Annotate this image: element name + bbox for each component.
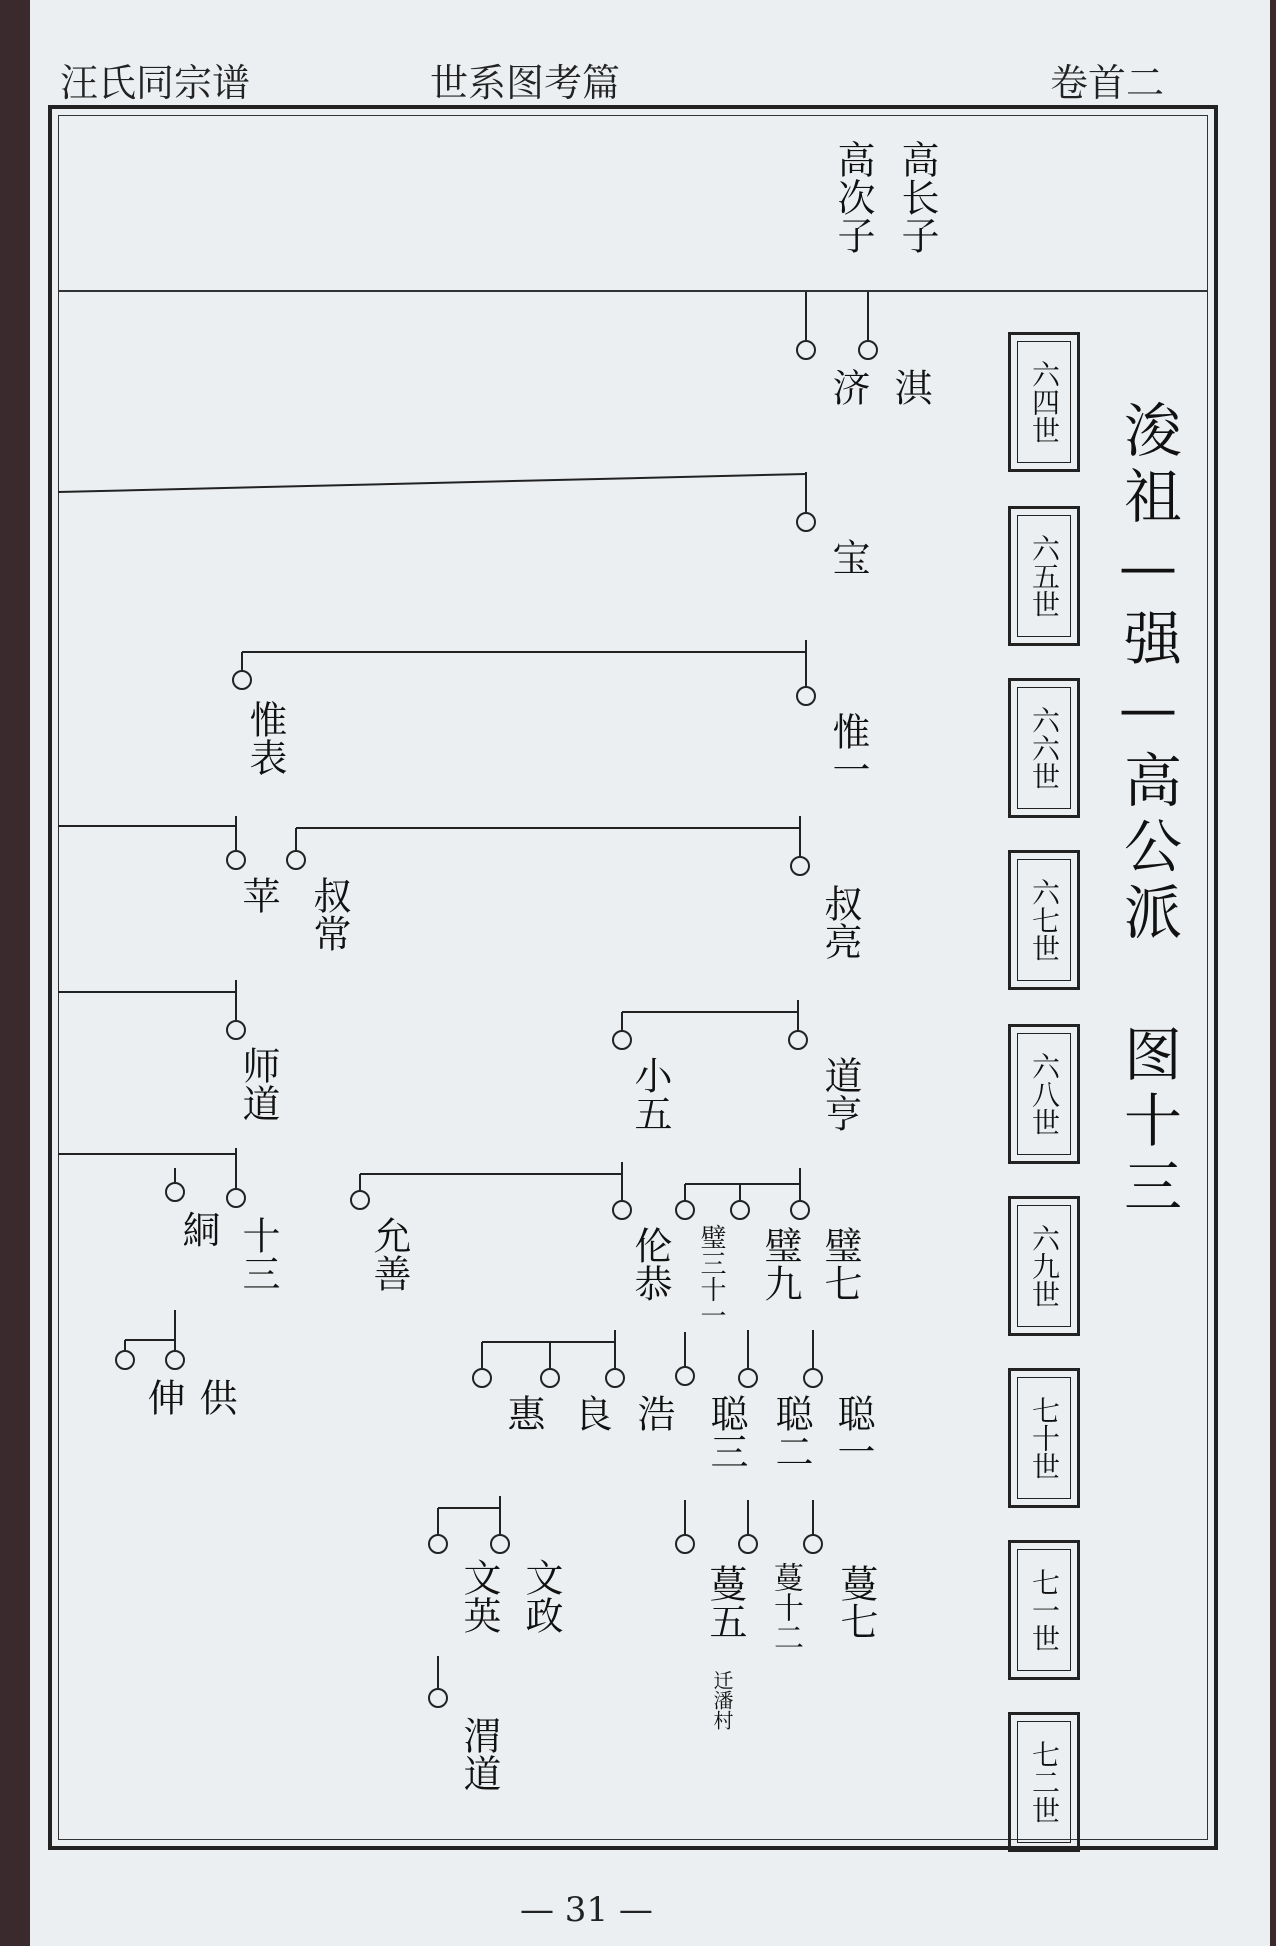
person-yunshan: 允善 (367, 1216, 411, 1292)
generation-67: 六七世 (1008, 850, 1080, 990)
note-qian-pancun: 迁潘村 (710, 1670, 734, 1730)
person-manshier: 蔓十二 (768, 1562, 803, 1652)
person-daoheng: 道亨 (818, 1056, 862, 1132)
generation-65: 六五世 (1008, 506, 1080, 646)
person-tong: 絧 (176, 1210, 220, 1248)
section-title: 世系图考篇 (430, 61, 621, 105)
generation-68: 六八世 (1008, 1024, 1080, 1164)
person-wenying: 文英 (457, 1558, 501, 1634)
person-shuliang: 叔亮 (818, 884, 862, 960)
person-weibiao: 惟表 (243, 700, 287, 776)
person-wenzheng: 文政 (519, 1558, 563, 1634)
generation-69: 六九世 (1008, 1196, 1080, 1336)
page-number: — 31 — (520, 1890, 653, 1930)
person-ji: 济 (826, 368, 870, 406)
person-qi: 淇 (888, 368, 932, 406)
person-shuchang: 叔常 (307, 876, 351, 952)
person-lungong: 伦恭 (628, 1226, 672, 1302)
generation-70: 七十世 (1008, 1368, 1080, 1508)
person-weiyi: 惟一 (826, 712, 870, 788)
person-bijiu: 璧九 (758, 1226, 802, 1302)
person-hui: 惠 (501, 1394, 545, 1432)
person-hao: 浩 (631, 1394, 675, 1432)
person-bisanshiyi: 璧三十一 (696, 1224, 726, 1328)
person-manqi: 蔓七 (834, 1564, 878, 1640)
person-shen: 伸 (141, 1378, 185, 1416)
generation-72: 七二世 (1008, 1712, 1080, 1852)
person-congsan: 聪三 (704, 1394, 748, 1470)
person-weidao: 渭道 (457, 1716, 501, 1792)
lineage-lines (30, 0, 1270, 1946)
book-title: 汪氏同宗谱 (60, 61, 251, 105)
generation-71: 七一世 (1008, 1540, 1080, 1680)
person-manwu: 蔓五 (703, 1564, 747, 1640)
person-shisan: 十三 (236, 1216, 280, 1292)
person-congyi: 聪一 (831, 1394, 875, 1470)
person-gao-cizi: 高次子 (831, 140, 875, 254)
genealogy-page (30, 0, 1270, 1946)
chart-title: 浚祖—强—高公派 图十三 (1114, 400, 1182, 1222)
person-shidao: 师道 (236, 1046, 280, 1122)
person-ping: 苹 (236, 876, 280, 914)
person-biqi: 璧七 (818, 1226, 862, 1302)
person-conger: 聪二 (769, 1394, 813, 1470)
generation-66: 六六世 (1008, 678, 1080, 818)
person-xiaowu: 小五 (628, 1056, 672, 1132)
generation-64: 六四世 (1008, 332, 1080, 472)
person-liang: 良 (568, 1394, 612, 1432)
person-gao-zhangzi: 高长子 (895, 140, 939, 254)
person-gong: 供 (193, 1378, 237, 1416)
person-bao: 宝 (826, 538, 870, 576)
volume-label: 卷首二 (1050, 61, 1165, 105)
